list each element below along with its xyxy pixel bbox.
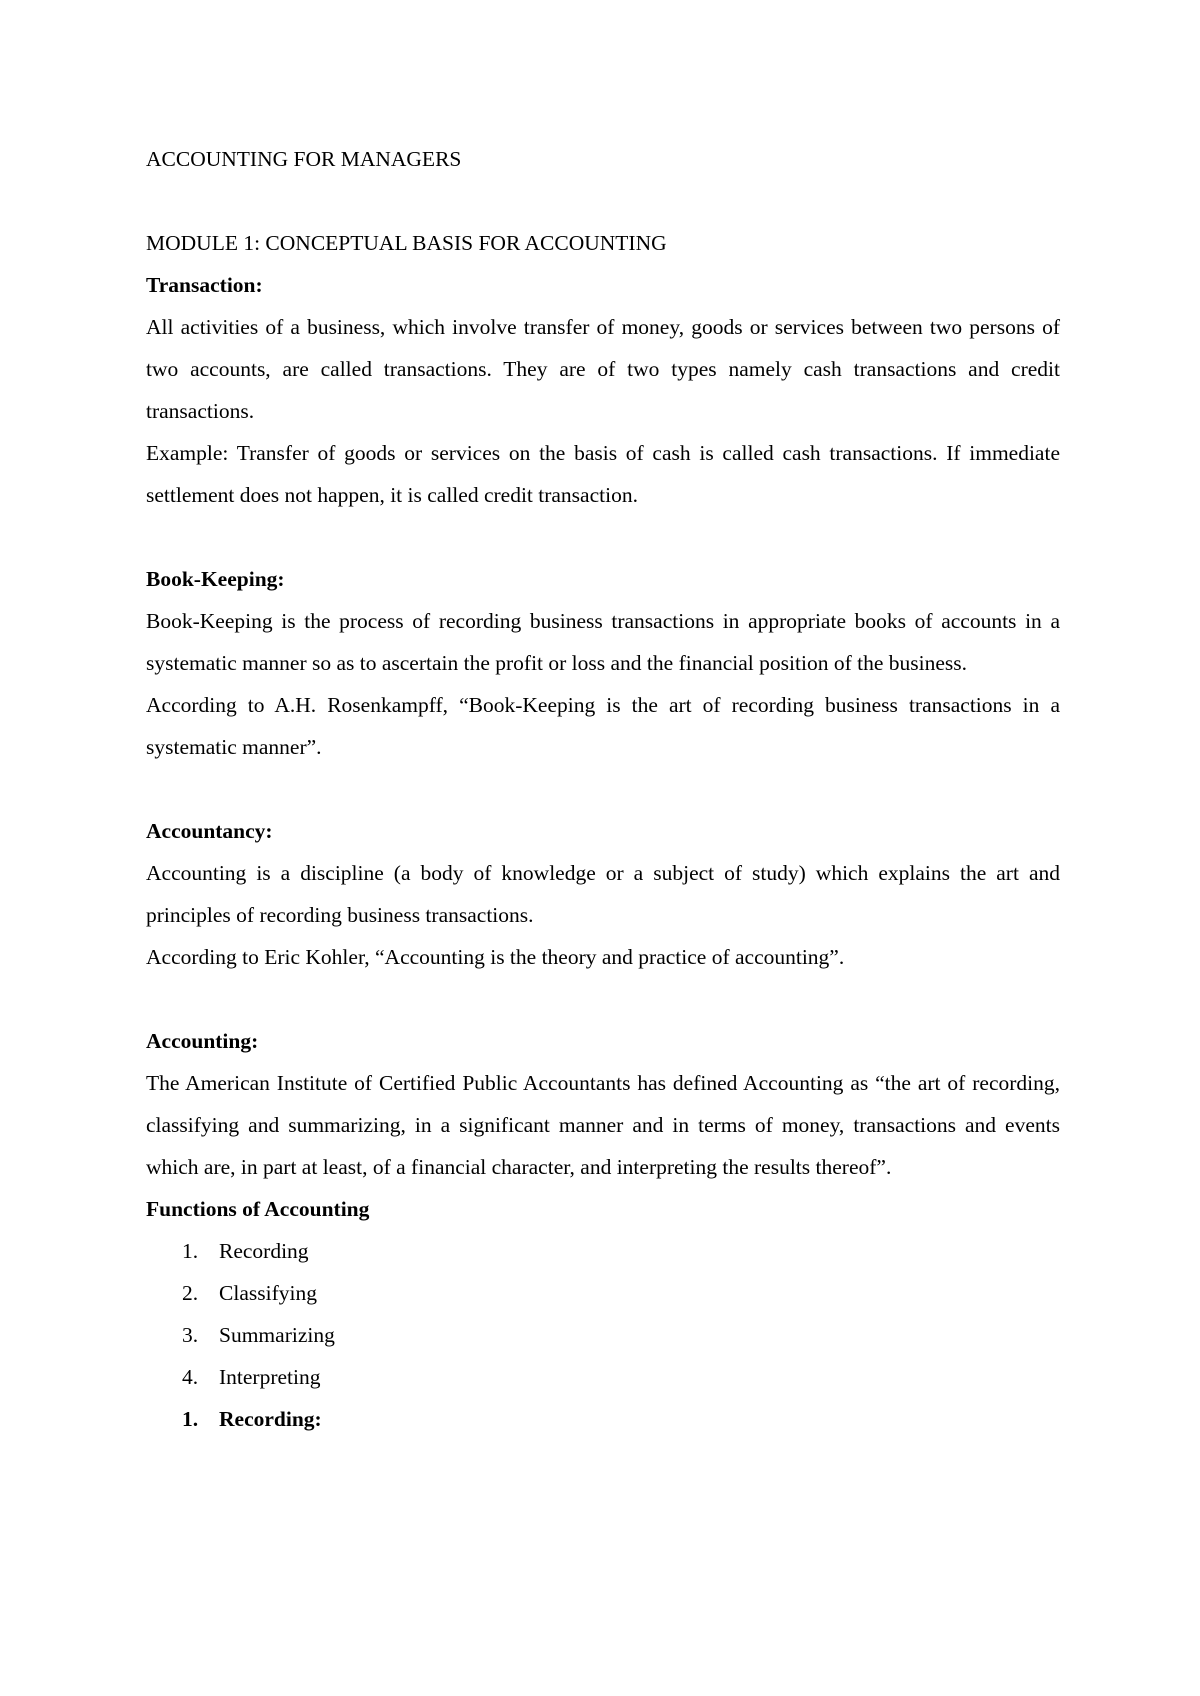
accounting-heading: Accounting: [146, 1029, 259, 1053]
list-item-label: Recording [219, 1239, 309, 1263]
recording-subheading [146, 1398, 1060, 1440]
document-title: ACCOUNTING FOR MANAGERS [146, 147, 462, 171]
functions-list [146, 1230, 1060, 1398]
accounting-definition: The American Institute of Certified Public Accountants has defined Accounting as “the art of recording, classifying and summarizing, in a significant manner and in terms of money, transactions and events which are, in part at least, of a financial character, and interpreting the results thereof”. [146, 1071, 1060, 1179]
transaction-example: Example: Transfer of goods or services on the basis of cash is called cash transactions. If immediate settlement does not happen, it is called credit transaction. [146, 441, 1060, 507]
document-body [146, 138, 1060, 1440]
list-item-label: Summarizing [219, 1323, 335, 1347]
spacer [146, 516, 1060, 558]
module-heading: MODULE 1: CONCEPTUAL BASIS FOR ACCOUNTING [146, 231, 667, 255]
subheading-label: Recording: [219, 1407, 322, 1431]
subheading-number: 1. [182, 1407, 199, 1431]
bookkeeping-quote: According to A.H. Rosenkampff, “Book-Keeping is the art of recording business transactions in a systematic manner”. [146, 693, 1060, 759]
list-item-number: 1. [182, 1239, 199, 1263]
list-item-label: Interpreting [219, 1365, 321, 1389]
transaction-heading: Transaction: [146, 273, 263, 297]
bookkeeping-heading: Book-Keeping: [146, 567, 285, 591]
list-item [146, 1356, 1060, 1398]
bookkeeping-paragraph: Book-Keeping is the process of recording business transactions in appropriate books of accounts in a systematic manner so as to ascertain the profit or loss and the financial position of the business. [146, 609, 1060, 675]
list-item-number: 2. [182, 1281, 199, 1305]
list-item [146, 1272, 1060, 1314]
list-item [146, 1314, 1060, 1356]
list-item-label: Classifying [219, 1281, 317, 1305]
list-item-number: 3. [182, 1323, 199, 1347]
accountancy-heading: Accountancy: [146, 819, 273, 843]
list-item [146, 1230, 1060, 1272]
accountancy-quote: According to Eric Kohler, “Accounting is the theory and practice of accounting”. [146, 945, 845, 969]
list-item-number: 4. [182, 1365, 199, 1389]
accountancy-paragraph: Accounting is a discipline (a body of knowledge or a subject of study) which explains the art and principles of recording business transactions. [146, 861, 1060, 927]
functions-heading: Functions of Accounting [146, 1197, 370, 1221]
transaction-paragraph: All activities of a business, which involve transfer of money, goods or services between two persons of two accounts, are called transactions. They are of two types namely cash transactions and credit transactions. [146, 315, 1060, 423]
spacer [146, 978, 1060, 1020]
spacer [146, 768, 1060, 810]
